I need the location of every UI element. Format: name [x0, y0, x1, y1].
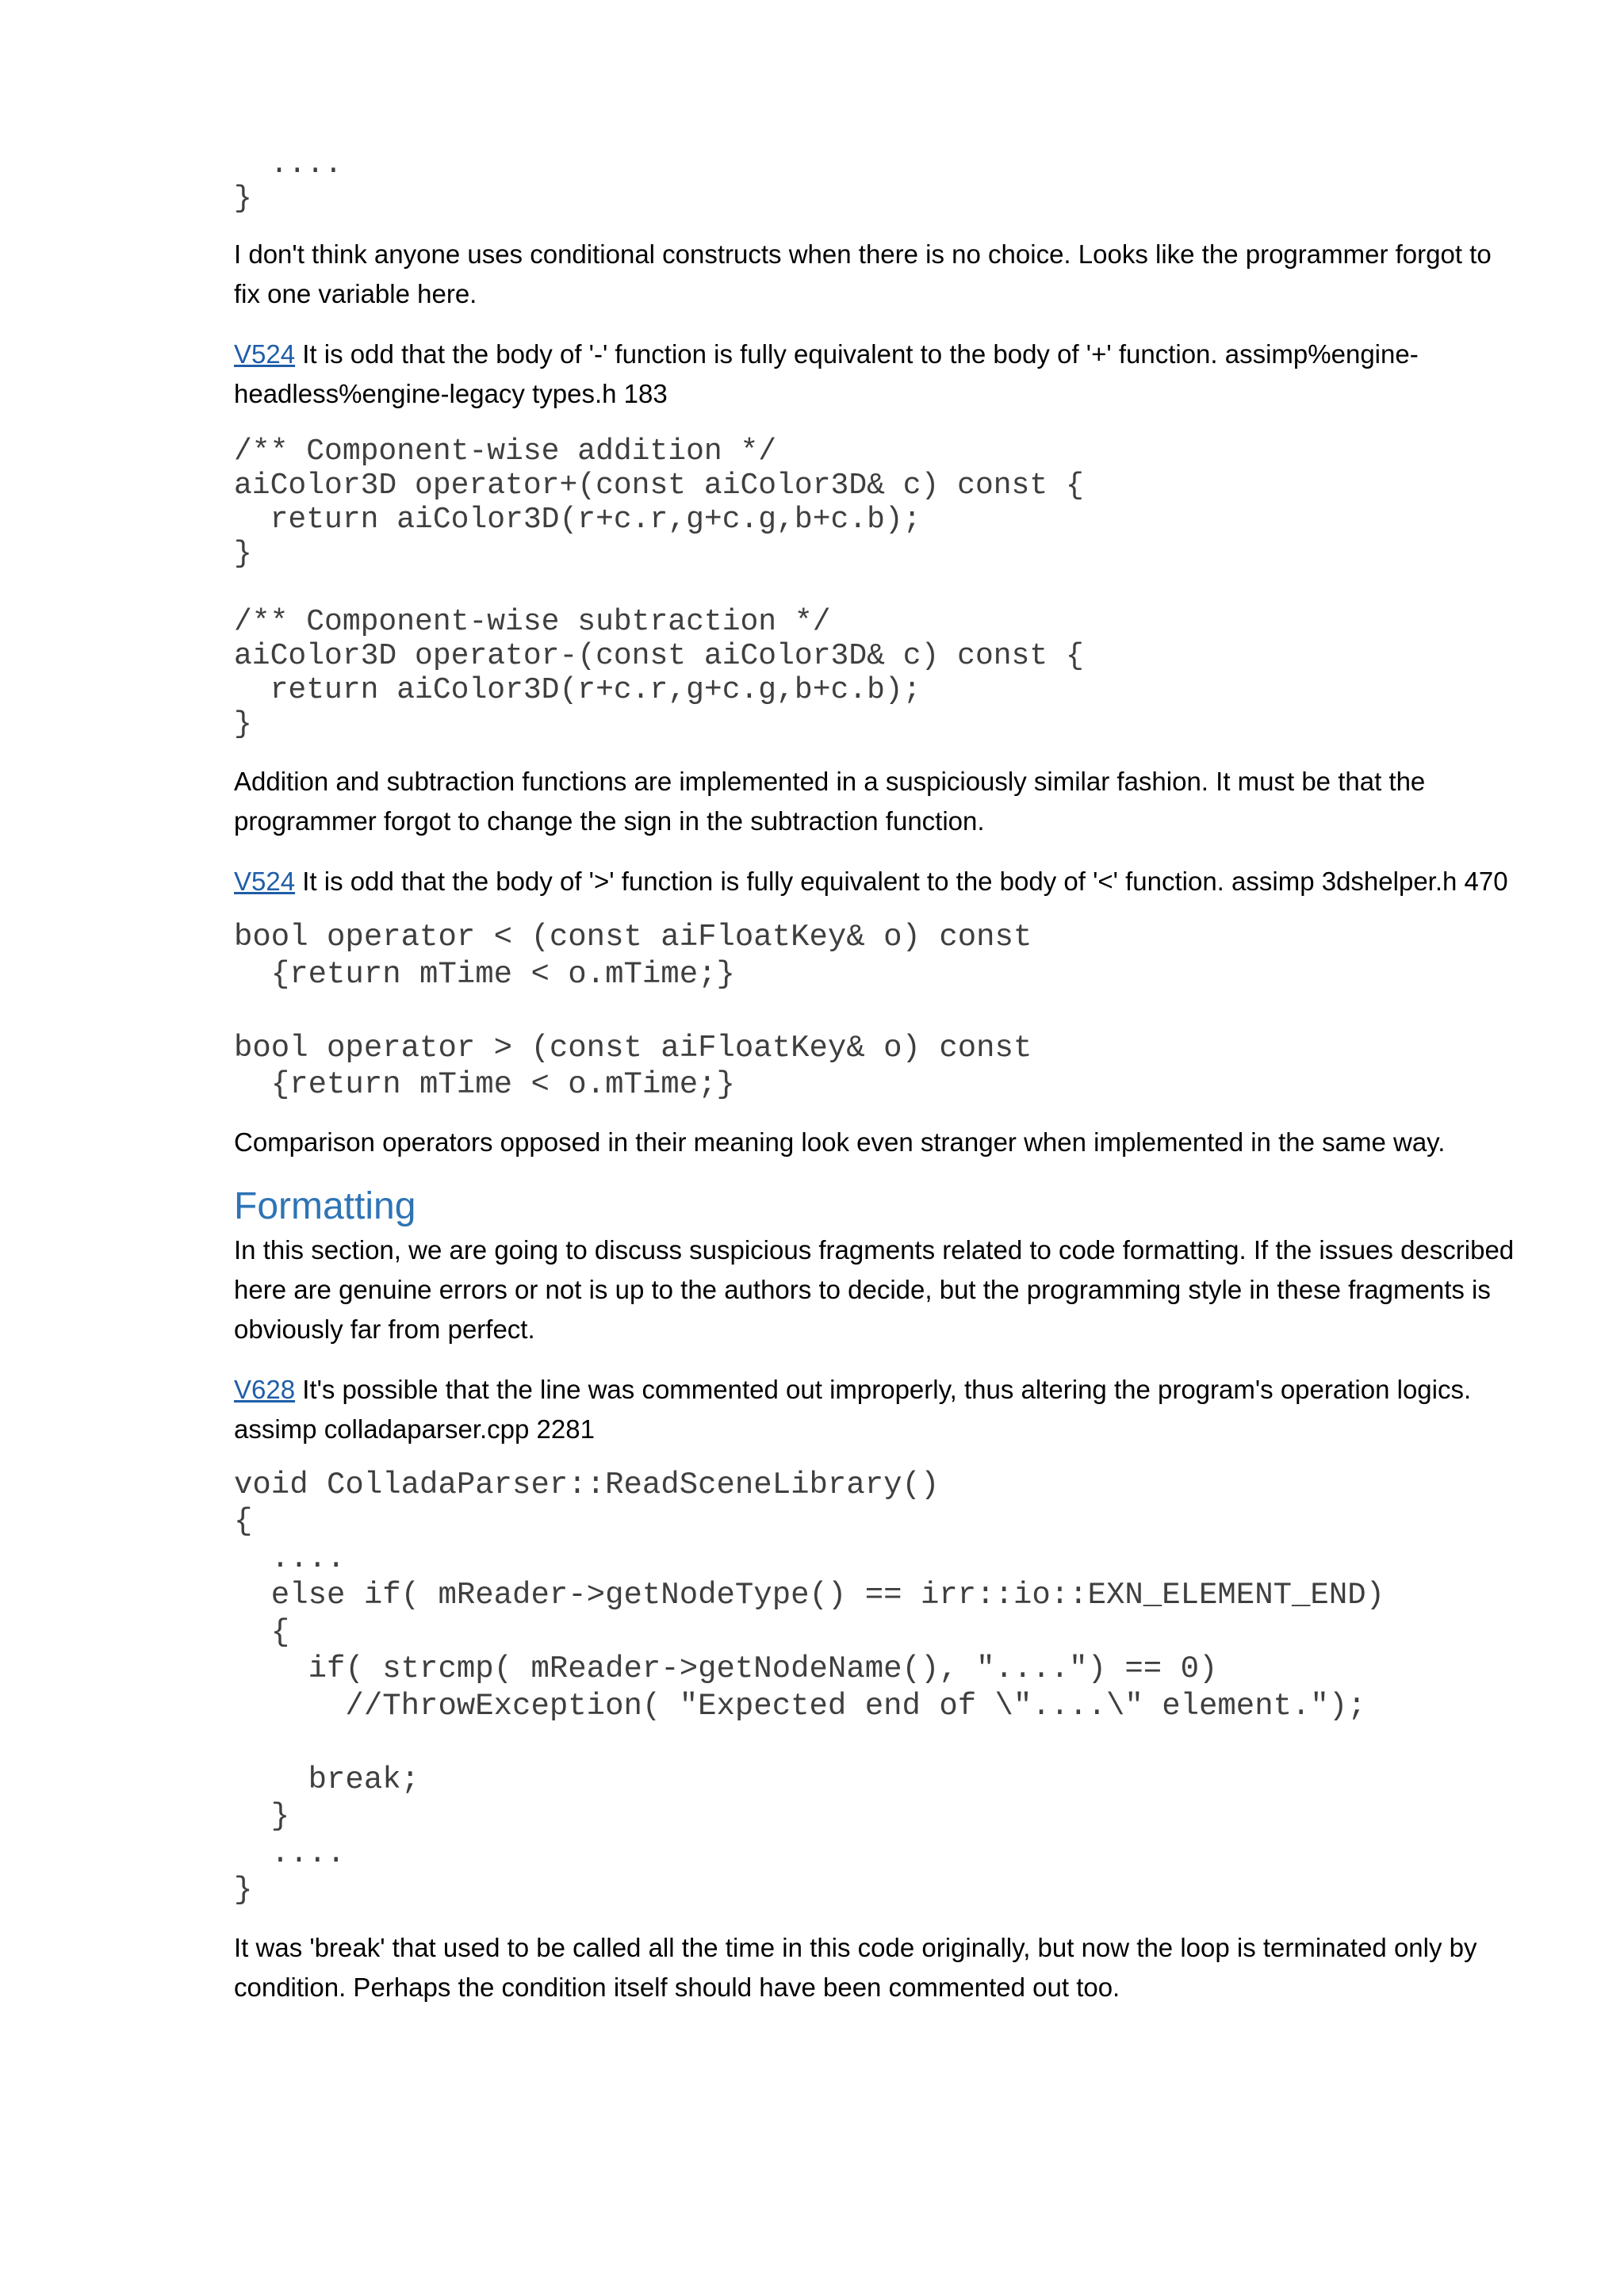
paragraph-conditional-comment: I don't think anyone uses conditional constructs when there is no choice. Looks like the programmer forgot to fix one variable here.	[234, 239, 1492, 308]
paragraph-formatting-intro: In this section, we are going to discuss suspicious fragments related to code formatting. If the issues described here are genuine errors or not is up to the authors to decide, but the programming style in these fragments is obviously far from perfect.	[234, 1234, 1515, 1344]
paragraph-break-comment: It was 'break' that used to be called all the time in this code originally, but now the loop is terminated only by condition. Perhaps the condition itself should have been commented out too.	[234, 1932, 1477, 2002]
diagnostic-link-v524[interactable]: V524	[234, 339, 296, 369]
code-comparison-operators: bool operator < (const aiFloatKey& o) const {return mTime < o.mTime;} bool operator > (const aiFloatKey& o) const {return mTime < o.mTime;}	[234, 920, 1032, 1102]
diagnostic-v628	[234, 1370, 1519, 1449]
diagnostic-text: It is odd that the body of '>' function is fully equivalent to the body of '<' function. assimp 3dshelper.h 470	[295, 867, 1508, 896]
diagnostic-link-v628[interactable]: V628	[234, 1374, 296, 1404]
diagnostic-v524-comparison	[234, 862, 1519, 901]
code-read-scene-library: void ColladaParser::ReadSceneLibrary() { .... else if( mReader->getNodeType() == irr::io::EXN_ELEMENT_END) { if( strcmp( mReader->getNodeName(), "....") == 0) //ThrowException( "Expected end of \"....\" element."); break; } .... }	[234, 1467, 1385, 1908]
diagnostic-v524-add-sub	[234, 335, 1519, 414]
diagnostic-link-v524[interactable]: V524	[234, 867, 296, 896]
diagnostic-text: It's possible that the line was commented out improperly, thus altering the program's operation logics. assimp colladaparser.cpp 2281	[234, 1374, 1472, 1444]
code-aicolor3d-operators: /** Component-wise addition */ aiColor3D operator+(const aiColor3D& c) const { return aiColor3D(r+c.r,g+c.g,b+c.b); } /** Component-wise subtraction */ aiColor3D operator-(const aiColor3D& c) const { return aiColor3D(r+c.r,g+c.g,b+c.b); }	[234, 434, 1084, 741]
diagnostic-text: It is odd that the body of '-' function is fully equivalent to the body of '+' function. assimp%engine-headless%engine-legacy types.h 183	[234, 339, 1419, 408]
section-heading-formatting: Formatting	[234, 1184, 416, 1227]
document-body	[234, 147, 1519, 2007]
paragraph-addition-subtraction: Addition and subtraction functions are implemented in a suspiciously similar fashion. It must be that the programmer forgot to change the sign in the subtraction function.	[234, 767, 1426, 836]
paragraph-comparison-operators: Comparison operators opposed in their meaning look even stranger when implemented in the same way.	[234, 1127, 1446, 1157]
code-fragment-end: .... }	[234, 147, 343, 216]
